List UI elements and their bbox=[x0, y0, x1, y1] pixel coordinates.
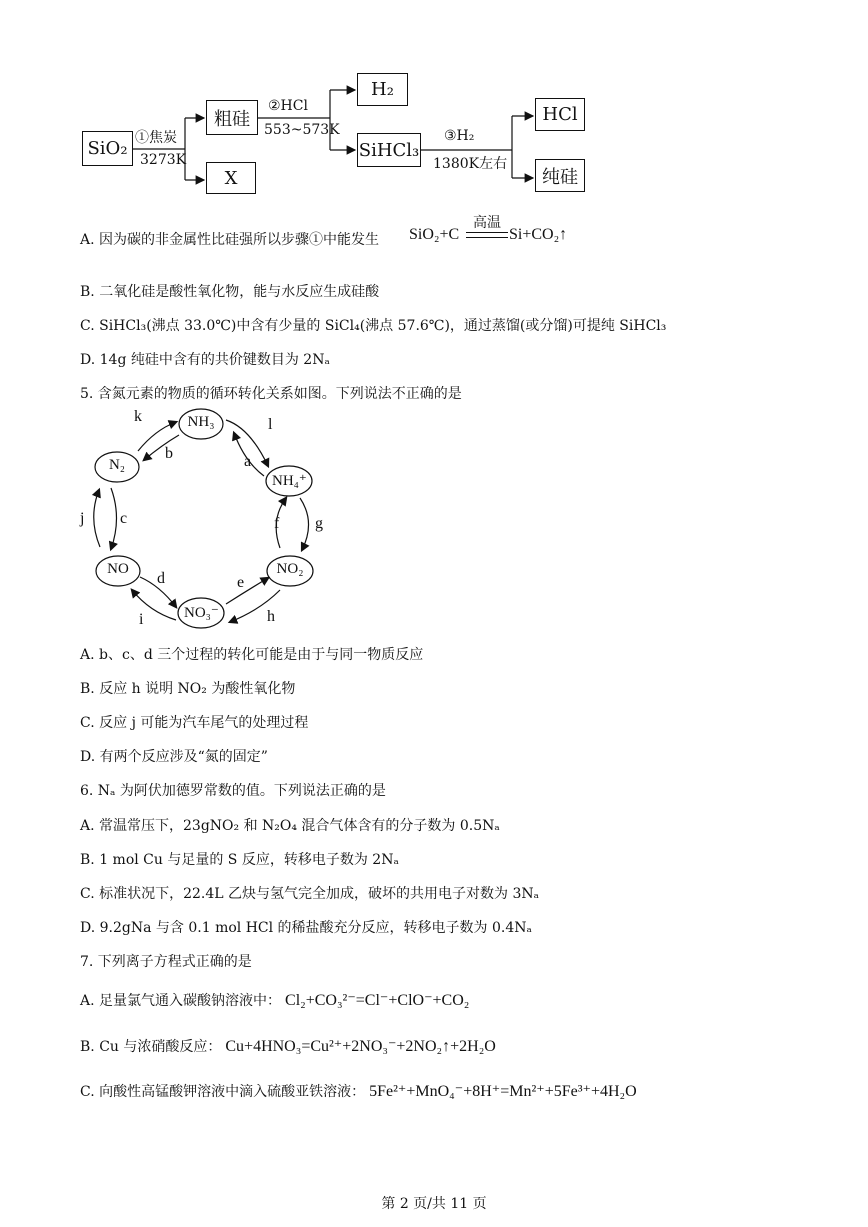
x-box bbox=[206, 162, 256, 194]
q7-option-b bbox=[80, 1036, 496, 1056]
q7-stem: 7. 下列离子方程式正确的是 bbox=[80, 954, 252, 970]
node-nh4-label: NH₄⁺ bbox=[272, 473, 307, 489]
node-nh3-label: NH₃ bbox=[187, 414, 215, 430]
q7-b-formula: Cu+4HNO₃=Cu²⁺+2NO₃⁻+2NO₂↑+2H₂O bbox=[225, 1038, 496, 1055]
arrow-d-label: d bbox=[157, 570, 165, 587]
q7-option-a bbox=[80, 990, 469, 1010]
step1-temp: 3273K bbox=[140, 152, 187, 168]
step3-temp: 1380K左右 bbox=[433, 156, 508, 172]
arrow-e-label: e bbox=[237, 574, 245, 591]
crude-si-label: 粗硅 bbox=[214, 108, 250, 130]
q7-c-formula: 5Fe²⁺+MnO₄⁻+8H⁺=Mn²⁺+5Fe³⁺+4H₂O bbox=[369, 1083, 637, 1100]
sio2-label: SiO₂ bbox=[87, 138, 128, 159]
step2-temp: 553~573K bbox=[264, 122, 340, 138]
q4-a-equals-sign bbox=[466, 232, 508, 238]
step2-label: ②HCl bbox=[268, 98, 308, 114]
arrow-i-label: i bbox=[139, 611, 144, 628]
q4-option-a bbox=[80, 229, 379, 249]
q5-option-d: D. 有两个反应涉及“氮的固定” bbox=[80, 749, 268, 765]
q4-a-text: A. 因为碳的非金属性比硅强所以步骤①中能发生 bbox=[80, 232, 380, 248]
q6-option-d: D. 9.2gNa 与含 0.1 mol HCl 的稀盐酸充分反应，转移电子数为 0.4Nₐ bbox=[80, 920, 532, 936]
q4-option-c: C. SiHCl₃(沸点 33.0℃)中含有少量的 SiCl₄(沸点 57.6℃)，通过蒸馏(或分馏)可提纯 SiHCl₃ bbox=[80, 318, 667, 334]
q7-a-text: A. 足量氯气通入碳酸钠溶液中： bbox=[80, 993, 282, 1009]
node-n2-label: N₂ bbox=[108, 457, 126, 473]
arrow-b-label: b bbox=[165, 445, 173, 462]
q7-b-text: B. Cu 与浓硝酸反应： bbox=[80, 1039, 222, 1055]
step3-label: ③H₂ bbox=[444, 128, 475, 144]
flow-lines bbox=[0, 0, 868, 210]
h2-label: H₂ bbox=[371, 79, 394, 100]
q5-stem: 5. 含氮元素的物质的循环转化关系如图。下列说法不正确的是 bbox=[80, 386, 462, 402]
arrow-k-label: k bbox=[134, 408, 142, 425]
arrow-h-label: h bbox=[267, 608, 275, 625]
arrow-c-label: c bbox=[120, 510, 128, 527]
arrow-a-label: a bbox=[244, 453, 252, 470]
q4-a-formula-right: Si+CO₂↑ bbox=[509, 226, 568, 243]
hcl-label: HCl bbox=[542, 104, 578, 125]
h2-box bbox=[357, 73, 408, 106]
q6-option-a: A. 常温常压下，23gNO₂ 和 N₂O₄ 混合气体含有的分子数为 0.5Nₐ bbox=[80, 818, 500, 834]
q4-option-b: B. 二氧化硅是酸性氧化物，能与水反应生成硅酸 bbox=[80, 284, 380, 300]
q5-option-b: B. 反应 h 说明 NO₂ 为酸性氧化物 bbox=[80, 681, 296, 697]
page-footer: 第 2 页/共 11 页 bbox=[381, 1196, 487, 1212]
q5-option-c: C. 反应 j 可能为汽车尾气的处理过程 bbox=[80, 715, 309, 731]
arrow-g-label: g bbox=[315, 515, 323, 532]
node-no2-label: NO₂ bbox=[276, 561, 304, 577]
q6-stem: 6. Nₐ 为阿伏加德罗常数的值。下列说法正确的是 bbox=[80, 783, 386, 799]
crude-si-box bbox=[206, 100, 258, 135]
q6-option-b: B. 1 mol Cu 与足量的 S 反应，转移电子数为 2Nₐ bbox=[80, 852, 399, 868]
step1-label: ①焦炭 bbox=[135, 130, 177, 146]
q7-c-text: C. 向酸性高锰酸钾溶液中滴入硫酸亚铁溶液： bbox=[80, 1084, 366, 1100]
hcl-box bbox=[535, 98, 585, 131]
q4-a-formula-left: SiO₂+C bbox=[409, 226, 460, 243]
q4-option-d: D. 14g 纯硅中含有的共价键数目为 2Nₐ bbox=[80, 352, 330, 368]
q5-option-a: A. b、c、d 三个过程的转化可能是由于与同一物质反应 bbox=[80, 647, 424, 663]
sihcl3-label: SiHCl₃ bbox=[358, 139, 420, 161]
sihcl3-box bbox=[357, 133, 421, 167]
arrow-l-label: l bbox=[268, 416, 273, 433]
x-label: X bbox=[224, 167, 238, 189]
arrow-f-label: f bbox=[274, 515, 280, 532]
sio2-box bbox=[82, 131, 133, 166]
arrow-j-label: j bbox=[80, 510, 85, 527]
q6-option-c: C. 标准状况下，22.4L 乙炔与氢气完全加成，破坏的共用电子对数为 3Nₐ bbox=[80, 886, 540, 902]
node-no3-label: NO₃⁻ bbox=[184, 605, 219, 621]
pure-si-box bbox=[535, 159, 585, 192]
pure-si-label: 纯硅 bbox=[542, 166, 578, 188]
q7-a-formula: Cl₂+CO₃²⁻=Cl⁻+ClO⁻+CO₂ bbox=[285, 992, 470, 1009]
q4-a-condition: 高温 bbox=[473, 215, 501, 231]
node-no-label: NO bbox=[107, 561, 129, 577]
q7-option-c bbox=[80, 1081, 637, 1101]
